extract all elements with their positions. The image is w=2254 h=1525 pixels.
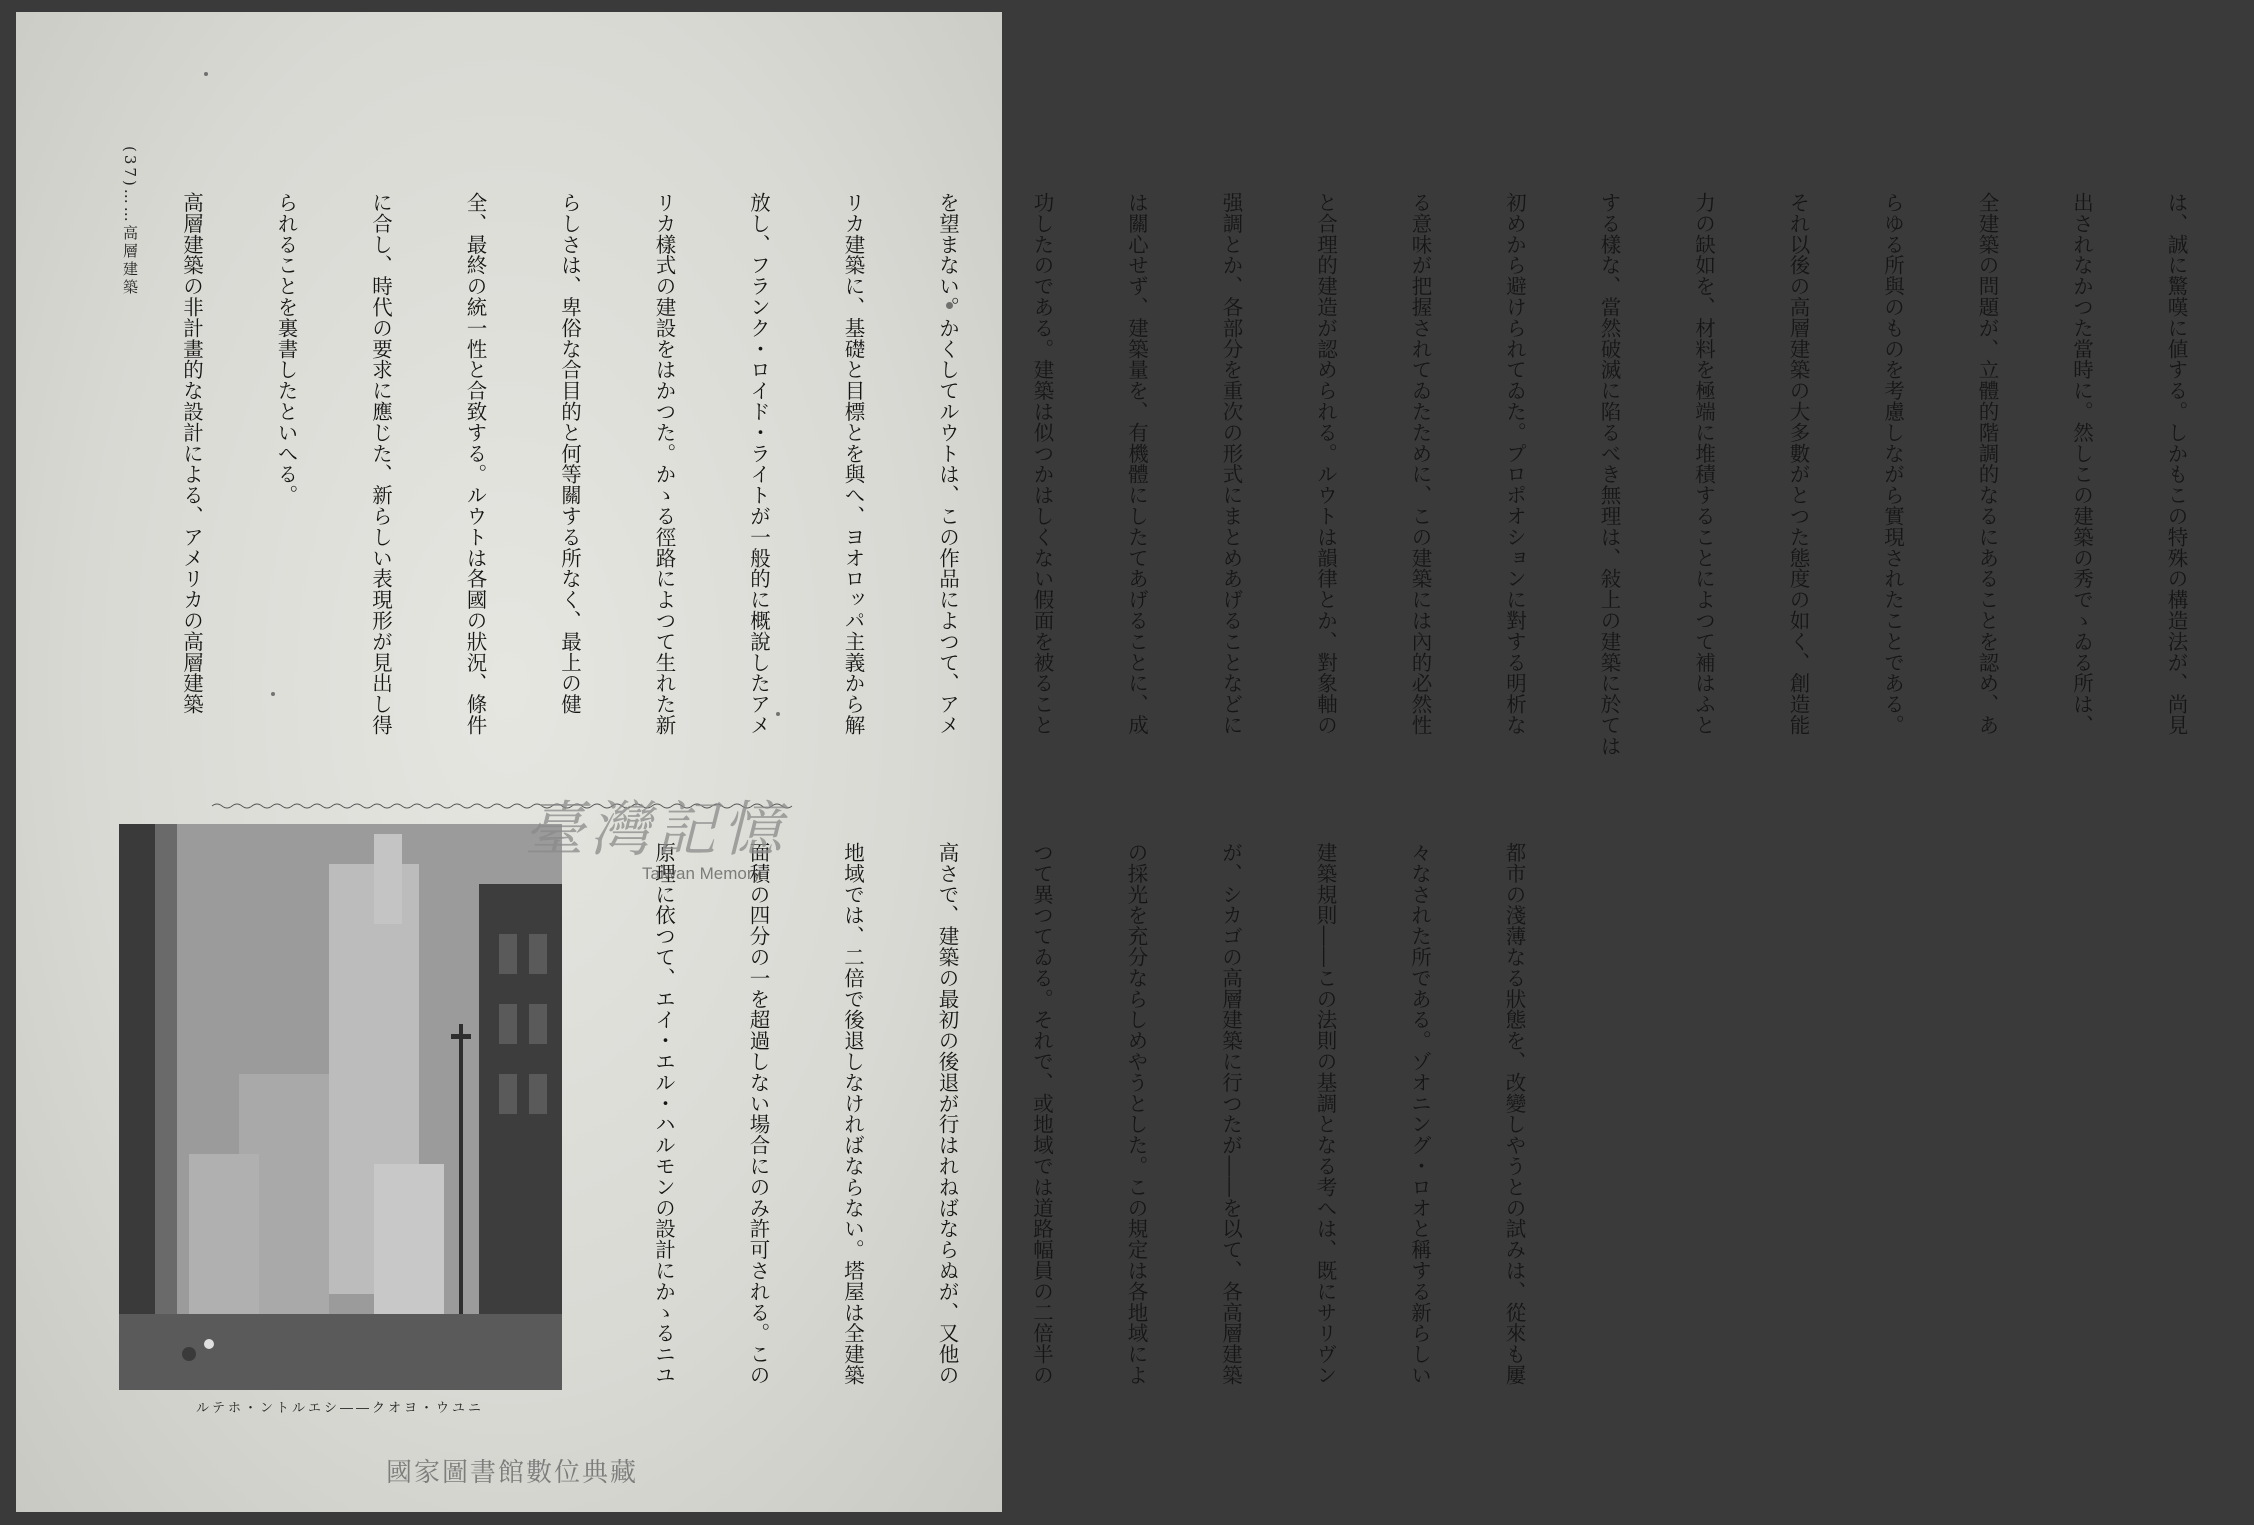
text-column: と合理的建造が認められる。ルウトは韻律とか、對象軸の [1313, 192, 1338, 736]
text-column: 面積の四分の一を超過しない場合にのみ許可される。この [746, 842, 770, 1386]
text-column: 建築規則――この法則の基調となる考へは、既にサリヴン [1313, 842, 1337, 1386]
text-column: は關心せず、建築量を、有機體にしたてあげることに、成 [1124, 192, 1149, 736]
text-column: られることを裏書したといへる。 [274, 192, 298, 506]
photo-caption: ルテホ・ントルエシ――クオヨ・ウユニ [196, 1401, 485, 1416]
text-column: リカ建築に、基礎と目標とを與へ、ヨオロッパ主義から解 [841, 192, 865, 736]
photo-illustration [119, 824, 562, 1390]
upper-body-text [112, 192, 2254, 762]
watermark-title: 臺灣記憶 [524, 795, 788, 865]
text-column: らしさは、卑俗な合目的と何等關する所なく、最上の健 [557, 192, 582, 715]
text-column: 放し、フランク・ロイド・ライトが一般的に概說したアメ [746, 192, 771, 736]
text-column: 功したのである。建築は似つかはしくない假面を被ること [1030, 192, 1054, 736]
lower-body-text [584, 842, 1592, 1410]
paper-speck [204, 72, 208, 76]
text-column: 都市の淺薄なる狀態を、改變しやうとの試みは、從來も屢 [1502, 842, 1526, 1386]
document-page [16, 12, 2188, 1512]
text-column: 强調とか、各部分を重次の形式にまとめあげることなどに [1219, 192, 1243, 736]
text-column: 初めから避けられてゐた。プロポオションに對する明析な [1502, 192, 1527, 736]
text-column: 全、最終の統一性と合致する。ルウトは各國の狀況、條件 [463, 192, 487, 736]
archive-watermark [524, 782, 864, 902]
running-header: (37)……高層建築 [121, 146, 139, 297]
text-column: は、誠に驚嘆に値する。しかもこの特殊の構造法が、尚見 [2164, 192, 2188, 736]
text-column: が、シカゴの高層建築に行つたが――を以て、各高層建築 [1218, 842, 1243, 1386]
text-column: らゆる所與のものを考慮しながら實現されたことである。 [1880, 192, 1905, 736]
text-column: リカ樣式の建設をはかつた。かゝる徑路によつて生れた新 [652, 192, 676, 736]
text-column: に合し、時代の要求に應じた、新らしい表現形が見出し得 [368, 192, 393, 736]
text-column: 高さで、建築の最初の後退が行はれねばならぬが、又他の [935, 842, 959, 1386]
watermark-subtitle: Taiwan Memory [642, 864, 762, 883]
skyscraper-photograph [119, 824, 562, 1390]
text-column: る意味が把握されてゐたために、この建築には內的必然性 [1408, 192, 1432, 736]
text-column: 原理に依つて、エイ・エル・ハルモンの設計にかゝるニユ [651, 842, 676, 1386]
text-column: の採光を充分ならしめやうとした。この規定は各地域によ [1124, 842, 1148, 1386]
text-column: 力の缺如を、材料を極端に堆積することによつて補はふと [1691, 192, 1716, 736]
text-column: 出されなかつた當時に。然しこの建築の秀でゝゐる所は、 [2069, 192, 2094, 736]
text-column: する樣な、當然破滅に陷るべき無理は、敍上の建築に於ては [1597, 192, 1621, 757]
text-column: 地域では、二倍で後退しなければならない。塔屋は全建築 [840, 842, 865, 1386]
text-column: それ以後の高層建築の大多數がとつた態度の如く、創造能 [1786, 192, 1810, 736]
text-column: 々なされた所である。ゾオニング・ロオと稱する新らしい [1407, 842, 1432, 1386]
footer-credit: 國家圖書館數位典藏 [386, 1458, 639, 1488]
text-column: つて異つてゐる。それで、或地域では道路幅員の二倍半の [1029, 842, 1054, 1386]
text-column: 全建築の問題が、立體的階調的なるにあることを認め、あ [1975, 192, 1999, 736]
text-column: 高層建築の非計畫的な設計による、アメリカの高層建築 [179, 192, 204, 715]
text-column: を望まない。かくしてルウトは、この作品によつて、アメ [935, 192, 960, 736]
